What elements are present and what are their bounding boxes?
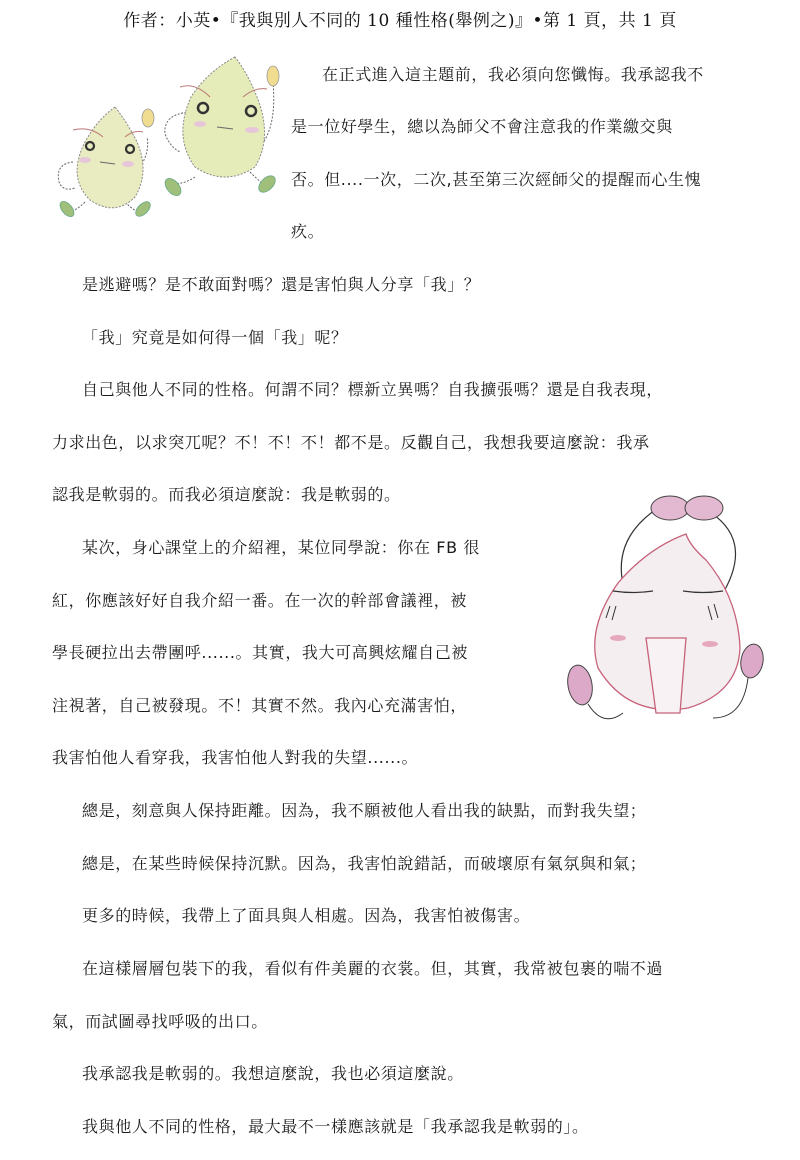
page-header: 作者：小英•『我與別人不同的 10 種性格(舉例之)』•第 1 頁，共 1 頁	[123, 11, 677, 31]
paragraph-admit-weak: 我承認我是軟弱的。我想這麼說，我也必須這麼說。	[82, 1064, 464, 1083]
paragraph-question-self: 「我」究竟是如何得一個「我」呢？	[82, 328, 348, 347]
text-line: 疚。	[291, 222, 325, 241]
text-line: 力求出色，以求突兀呢？不！不！不！都不是。反觀自己，我想我要這麼說：我承	[52, 433, 650, 452]
pink-character-illustration	[558, 478, 798, 728]
text-line: 某次，身心課堂上的介紹裡，某位同學說：你在 FB 很	[82, 538, 480, 557]
text-line: 認我是軟弱的。而我必須這麼說：我是軟弱的。	[52, 485, 401, 504]
paragraph-distance: 總是，刻意與人保持距離。因為，我不願被他人看出我的缺點，而對我失望；	[82, 801, 647, 820]
text-line: 注視著，自己被發現。不！其實不然。我內心充滿害怕，	[52, 696, 468, 715]
paragraph-conclusion: 我與他人不同的性格，最大最不一樣應該就是「我承認我是軟弱的」。	[82, 1117, 589, 1136]
text-line: 紅，你應該好好自我介紹一番。在一次的幹部會議裡，被	[52, 591, 468, 610]
text-line: 學長硬拉出去帶團呼......。其實，我大可高興炫耀自己被	[52, 643, 468, 662]
paragraph-silence: 總是，在某些時候保持沉默。因為，我害怕說錯話，而破壞原有氣氛與和氣；	[82, 854, 647, 873]
text-line: 否。但....一次，二次,甚至第三次經師父的提醒而心生愧	[291, 170, 702, 189]
text-line: 自己與他人不同的性格。何謂不同？標新立異嗎？自我擴張嗎？還是自我表現，	[82, 380, 664, 399]
paragraph-question-escape: 是逃避嗎？是不敢面對嗎？還是害怕與人分享「我」？	[82, 275, 481, 294]
text-line: 在這樣層層包裝下的我，看似有件美麗的衣裳。但，其實，我常被包裹的喘不過	[82, 959, 664, 978]
text-line: 是一位好學生，總以為師父不會注意我的作業繳交與	[291, 117, 673, 136]
text-line: 在正式進入這主題前，我必須向您懺悔。我承認我不	[322, 65, 704, 84]
text-line: 氣，而試圖尋找呼吸的出口。	[52, 1012, 268, 1031]
text-line: 我害怕他人看穿我，我害怕他人對我的失望......。	[52, 748, 419, 767]
paragraph-mask: 更多的時候，我帶上了面具與人相處。因為，我害怕被傷害。	[82, 906, 531, 925]
green-characters-illustration	[45, 52, 285, 227]
